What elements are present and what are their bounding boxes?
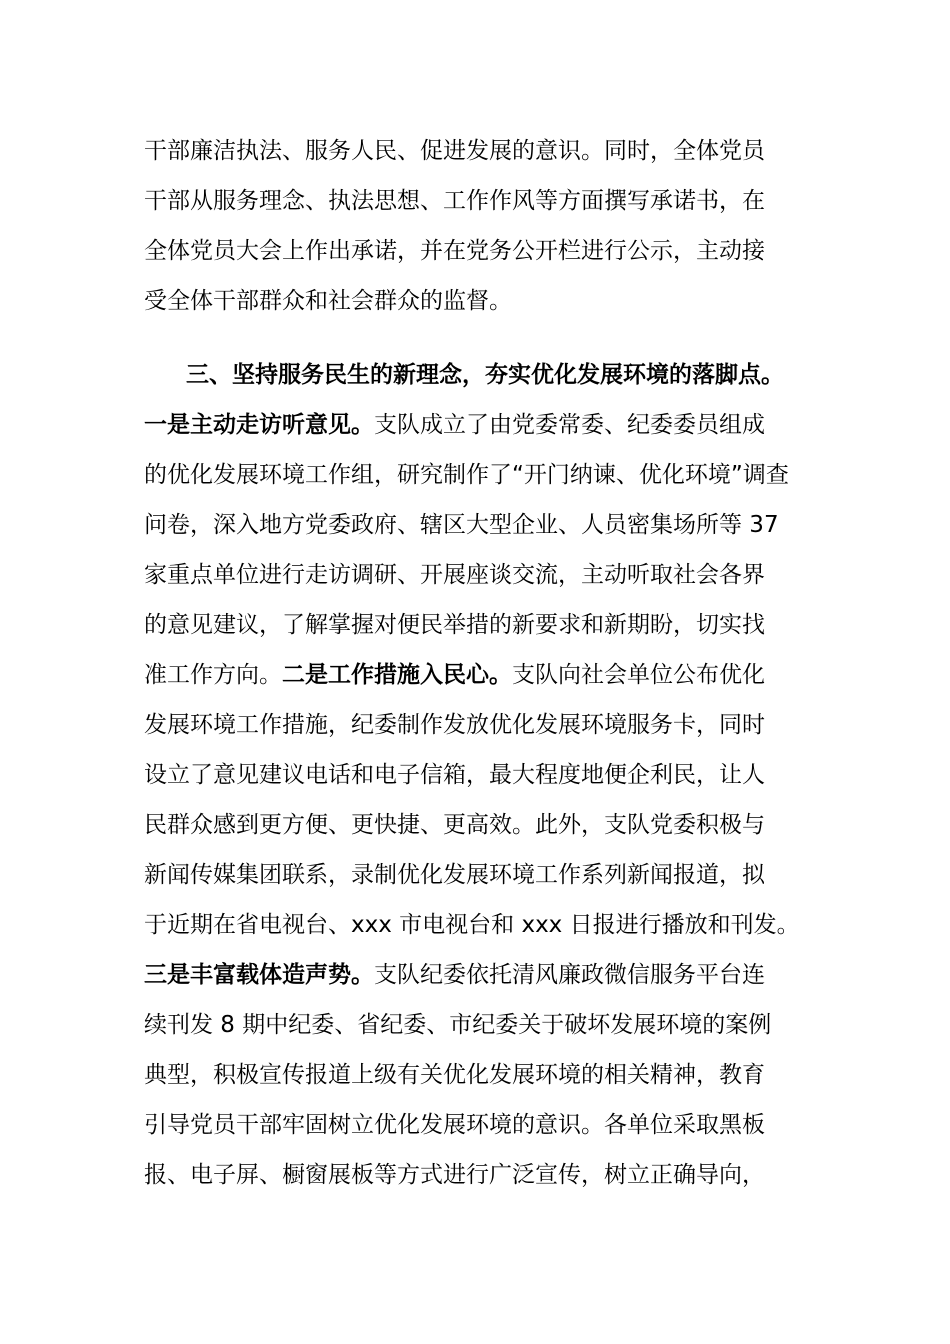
text-run: 准工作方向。 xyxy=(144,662,282,688)
item-label-1: 一是主动走访听意见。 xyxy=(144,412,374,438)
text-line: 新闻传媒集团联系，录制优化发展环境工作系列新闻报道，拟 xyxy=(144,862,765,888)
text-line: 干部廉洁执法、服务人民、促进发展的意识。同时，全体党员 xyxy=(144,138,765,164)
text-line: 民群众感到更方便、更快捷、更高效。此外，支队党委积极与 xyxy=(144,812,765,838)
text-line: 续刊发 8 期中纪委、省纪委、市纪委关于破坏发展环境的案例 xyxy=(144,1012,772,1038)
paragraph-commitment xyxy=(144,126,814,326)
text-line: 设立了意见建议电话和电子信箱，最大程度地便企利民，让人 xyxy=(144,762,765,788)
text-run: 支队向社会单位公布优化 xyxy=(512,662,765,688)
item-label-3: 三是丰富载体造声势。 xyxy=(144,962,374,988)
text-line: 全体党员大会上作出承诺，并在党务公开栏进行公示，主动接 xyxy=(144,238,765,264)
text-line: 的优化发展环境工作组，研究制作了“开门纳谏、优化环境”调查 xyxy=(144,462,789,488)
text-line: 典型，积极宣传报道上级有关优化发展环境的相关精神，教育 xyxy=(144,1062,765,1088)
text-line xyxy=(144,400,814,450)
text-run: 支队纪委依托清风廉政微信服务平台连 xyxy=(374,962,765,988)
text-line: 问卷，深入地方党委政府、辖区大型企业、人员密集场所等 37 xyxy=(144,512,779,538)
paragraph-section-three xyxy=(144,350,814,1200)
text-line xyxy=(144,950,814,1000)
paragraph-gap xyxy=(144,326,814,350)
document-body xyxy=(144,126,814,1200)
text-line: 报、电子屏、橱窗展板等方式进行广泛宣传，树立正确导向， xyxy=(144,1162,765,1188)
text-line: 引导党员干部牢固树立优化发展环境的意识。各单位采取黑板 xyxy=(144,1112,765,1138)
text-line: 家重点单位进行走访调研、开展座谈交流，主动听取社会各界 xyxy=(144,562,765,588)
text-line: 干部从服务理念、执法思想、工作作风等方面撰写承诺书，在 xyxy=(144,188,765,214)
text-line: 受全体干部群众和社会群众的监督。 xyxy=(144,288,512,314)
text-line: 于近期在省电视台、xxx 市电视台和 xxx 日报进行播放和刊发。 xyxy=(144,912,800,938)
item-label-2: 二是工作措施入民心。 xyxy=(282,662,512,688)
text-run: 支队成立了由党委常委、纪委委员组成 xyxy=(374,412,765,438)
text-line: 发展环境工作措施，纪委制作发放优化发展环境服务卡，同时 xyxy=(144,712,765,738)
section-heading: 三、坚持服务民生的新理念，夯实优化发展环境的落脚点。 xyxy=(186,362,784,388)
text-line: 的意见建议，了解掌握对便民举措的新要求和新期盼，切实找 xyxy=(144,612,765,638)
text-line xyxy=(144,650,814,700)
